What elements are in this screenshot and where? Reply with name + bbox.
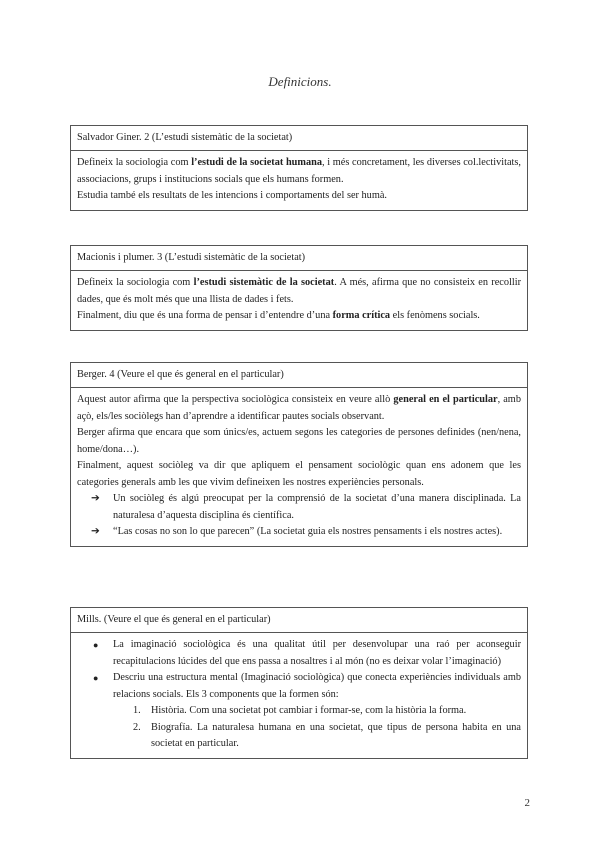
berger-body [71,388,527,546]
berger-paragraph-1 [77,392,521,425]
sub-list-item-text: Història. Com una societat pot cambiar i formar-se, com la història la forma. [151,705,467,716]
bold-term: general en el particular [393,394,498,405]
giner-paragraph-2: Estudia també els resultats de les intencions i comportaments del ser humà. [77,190,387,201]
berger-paragraph-3: Finalment, aquest sociòleg va dir que apliquem el pensament sociològic quan ens adonem que les categories generals amb les que vivim defineixen les nostres experiències personals. [77,460,521,488]
bullet-icon: ● [93,673,99,683]
berger-section [70,362,528,547]
mills-body [71,633,527,758]
item-number: 2. [133,721,141,733]
arrow-icon: ➔ [91,526,100,537]
bold-term: l’estudi sistemàtic de la societat [193,277,335,288]
text: Defineix la sociologia com [77,277,194,288]
list-item-text: La imaginació sociològica és una qualitat útil per desenvolupar una raó per aconseguir recapitulacions lúcides del que ens passa a nosaltres i al món (no es deixar volar l’imaginació) [113,639,521,667]
macionis-paragraph-1 [77,275,521,308]
arrow-icon: ➔ [91,493,100,504]
text: Aquest autor afirma que la perspectiva sociològica consisteix en veure allò [77,394,394,405]
list-item [91,491,521,524]
mills-bullet-list [77,637,521,753]
page-title: Definicions. [268,74,332,89]
bullet-icon: ● [93,640,99,650]
list-item-text: Descriu una estructura mental (Imaginació sociològica) que conecta experiències individuals amb relacions socials. Els 3 components que la formen són: [113,672,521,700]
berger-header: Berger. 4 (Veure el que és general en el particular) [71,363,527,388]
bold-term: forma crítica [332,310,391,321]
macionis-paragraph-2 [77,308,521,325]
macionis-body [71,271,527,330]
text: , amb açò, els/les sociòlegs han d’aprendre a identificar pautes socials observant. [77,394,521,422]
berger-arrow-list [77,491,521,541]
text: Defineix la sociologia com [77,157,192,168]
sub-list-item [133,720,521,753]
page-number: 2 [524,797,530,809]
giner-header: Salvador Giner. 2 (L’estudi sistemàtic de la societat) [71,126,527,151]
mills-section [70,607,528,759]
list-item [91,670,521,753]
bold-term: l’estudi de la societat humana [191,157,322,168]
list-item-text: Un sociòleg és algú preocupat per la comprensió de la societat d’una manera disciplinada. La naturalesa d’aquesta disciplina és científica. [113,493,521,521]
list-item-text: “Las cosas no son lo que parecen” (La societat guia els nostres pensaments i els nostres actes). [113,526,503,537]
giner-paragraph-1 [77,155,521,188]
sub-list-item-text: Biografía. La naturalesa humana en una societat, que tipus de persona habita en una societat en particular. [151,721,521,749]
macionis-header: Macionis i plumer. 3 (L’estudi sistemàtic de la societat) [71,246,527,271]
text: Finalment, diu que és una forma de pensar i d’entendre d’una [77,310,333,321]
list-item [91,524,521,541]
berger-paragraph-2: Berger afirma que encara que som únics/es, actuem segons les categories de persones definides (nen/nena, home/dona…). [77,427,521,455]
text: . A més, afirma que no consisteix en recollir dades, que és molt més que una llista de dades i fets. [77,277,522,305]
list-item [91,637,521,670]
text: , i més concretament, les diverses col.lectivitats, associacions, grups i institucions socials que els humans formen. [77,157,521,185]
macionis-section [70,245,528,331]
mills-sub-list [113,703,521,753]
item-number: 1. [133,705,141,716]
sub-list-item [133,703,521,720]
mills-header: Mills. (Veure el que és general en el particular) [71,608,527,633]
text: els fenòmens socials. [390,310,480,321]
giner-section [70,125,528,211]
giner-body [71,151,527,210]
